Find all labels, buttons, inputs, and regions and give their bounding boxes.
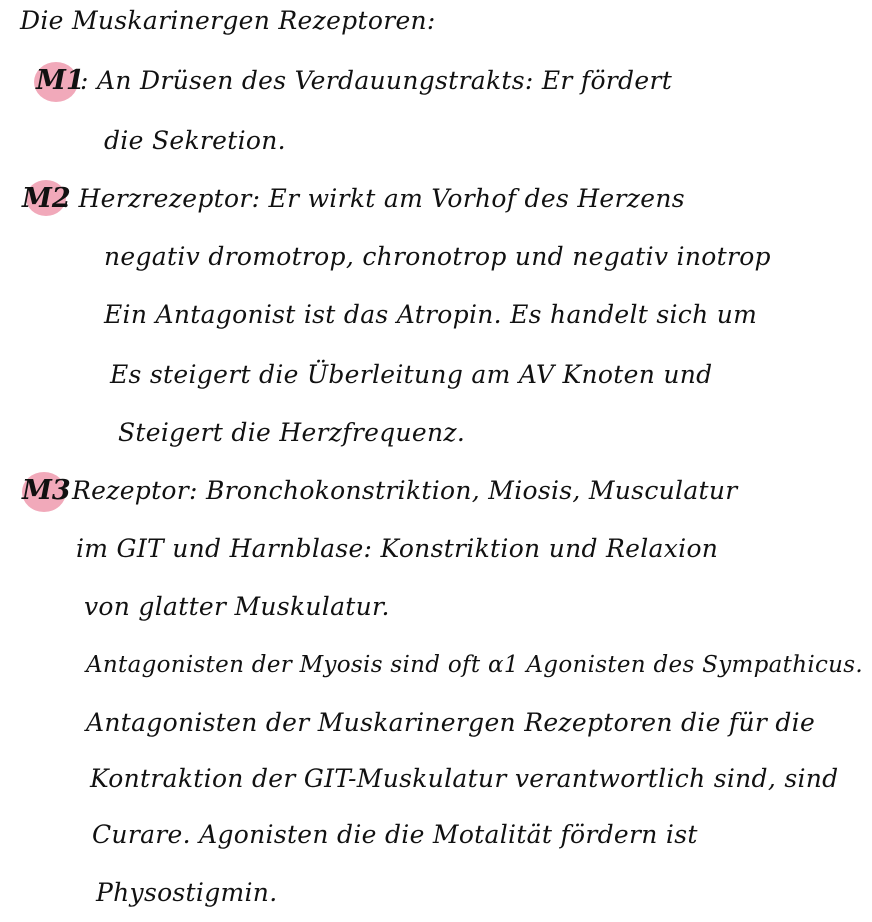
m2-line-2: negativ dromotrop, chronotrop und negativ inotrop <box>104 242 771 271</box>
m1-line-2: die Sekretion. <box>104 126 286 155</box>
m2-line-4: Es steigert die Überleitung am AV Knoten und <box>110 360 713 389</box>
m2-line-1: . Herzrezeptor: Er wirkt am Vorhof des Herzens <box>62 184 685 213</box>
m1-line-1: : An Drüsen des Verdauungstrakts: Er fördert <box>80 66 673 95</box>
m3-line-8: Physostigmin. <box>96 878 278 907</box>
m3-line-7: Curare. Agonisten die die Motalität fördern ist <box>92 820 698 849</box>
m3-label: M3 <box>22 475 71 506</box>
m3-line-3: von glatter Muskulatur. <box>84 592 390 621</box>
m3-line-6: Kontraktion der GIT-Muskulatur verantwortlich sind, sind <box>90 764 839 793</box>
m3-line-5: Antagonisten der Muskarinergen Rezeptoren die für die <box>86 708 816 737</box>
m2-line-5: Steigert die Herzfrequenz. <box>118 418 466 447</box>
m3-line-1: Rezeptor: Bronchokonstriktion, Miosis, Musculatur <box>72 476 738 505</box>
m3-line-2: im GIT und Harnblase: Konstriktion und Relaxion <box>76 534 719 563</box>
page-title: Die Muskarinergen Rezeptoren: <box>20 6 436 35</box>
m2-label: M2 <box>22 183 71 214</box>
m3-line-4: Antagonisten der Myosis sind oft α1 Agonisten des Sympathicus. <box>86 652 863 678</box>
m1-label: M1 <box>36 65 85 96</box>
m2-line-3: Ein Antagonist ist das Atropin. Es handelt sich um <box>104 300 758 329</box>
